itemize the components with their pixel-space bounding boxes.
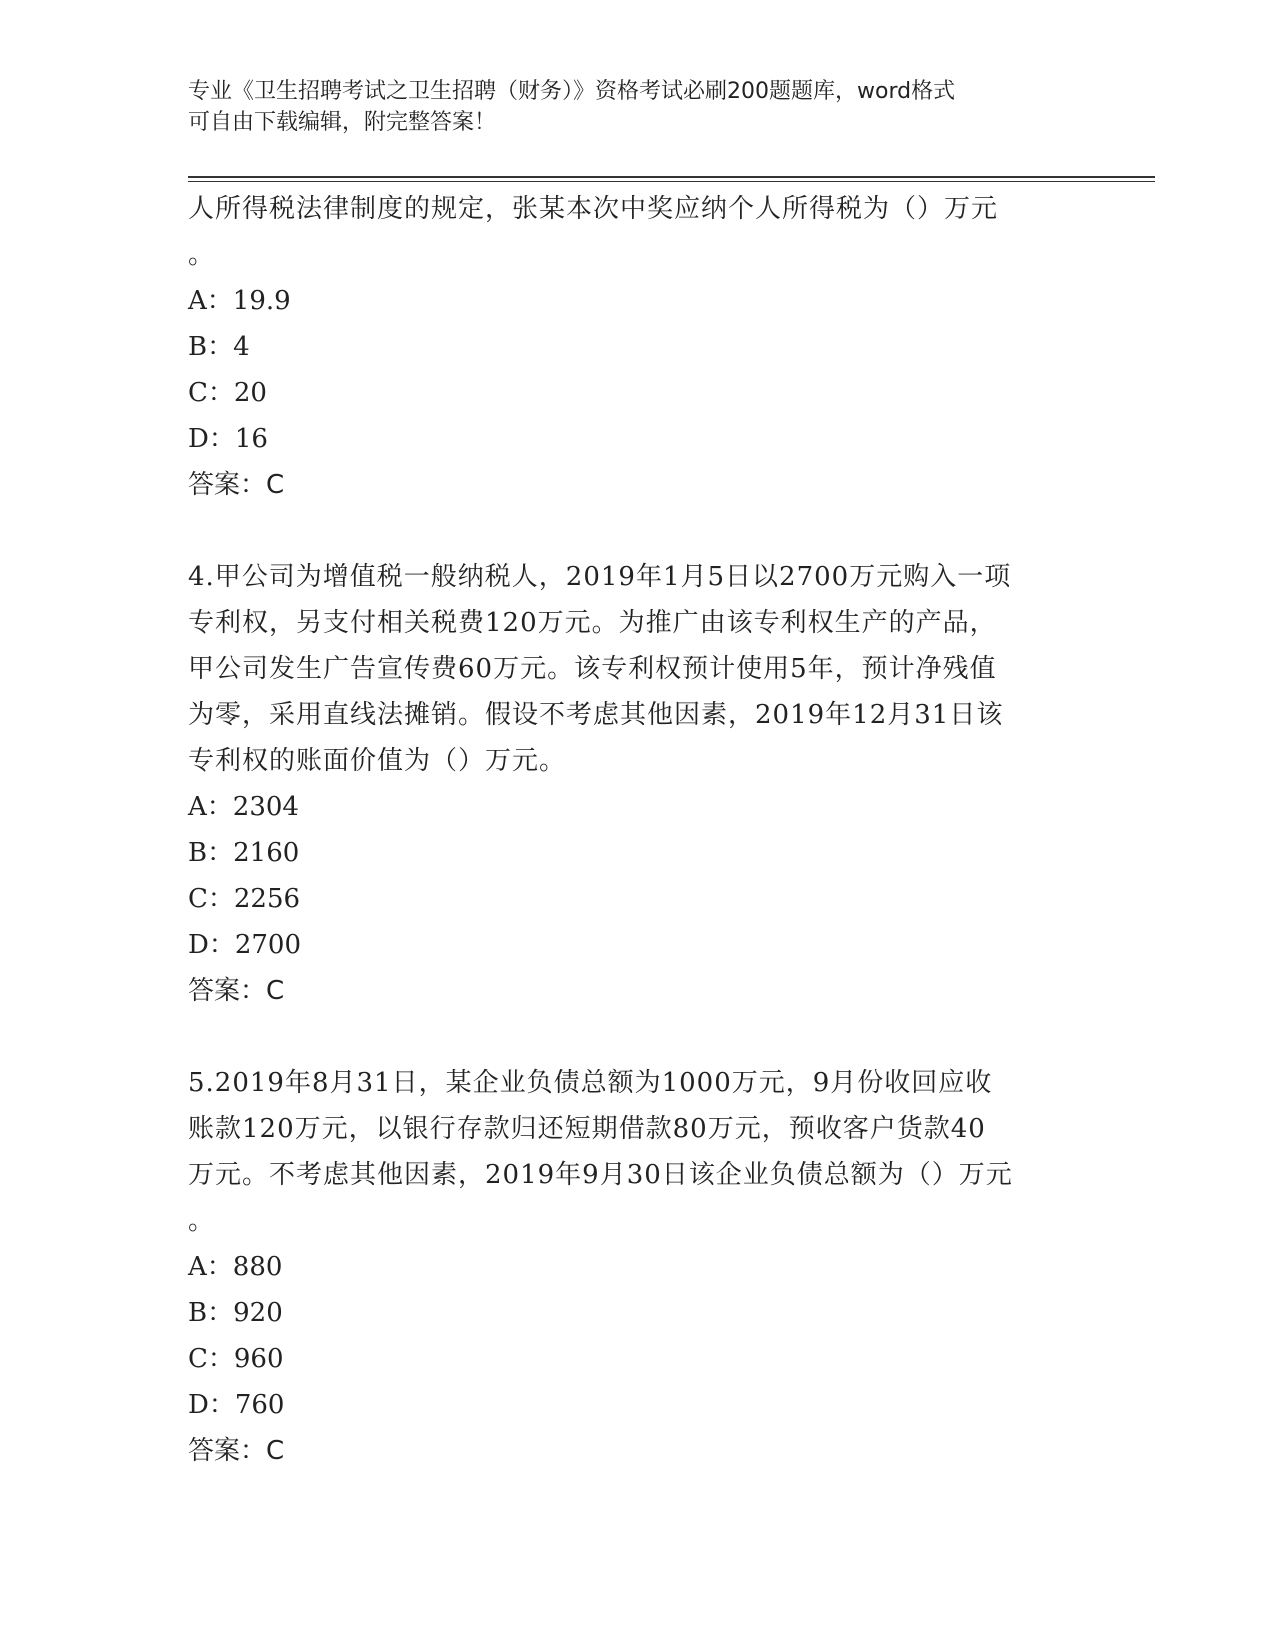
question-stem-line: 5.2019年8月31日，某企业负债总额为1000万元，9月份收回应收 bbox=[188, 1068, 993, 1098]
header-line-2: 可自由下载编辑，附完整答案！ bbox=[188, 110, 497, 135]
answer-line: 答案：C bbox=[188, 976, 285, 1006]
question-block-4 bbox=[188, 554, 1088, 1014]
option-d: D：760 bbox=[188, 1390, 285, 1420]
option-a: A：19.9 bbox=[188, 286, 291, 316]
option-a: A：880 bbox=[188, 1252, 283, 1282]
option-a: A：2304 bbox=[188, 792, 299, 822]
question-stem-line: 。 bbox=[188, 1206, 216, 1236]
option-c: C：20 bbox=[188, 378, 267, 408]
header-divider-thick bbox=[188, 176, 1155, 178]
question-stem-line: 账款120万元，以银行存款归还短期借款80万元，预收客户货款40 bbox=[188, 1114, 986, 1144]
question-stem-line: 人所得税法律制度的规定，张某本次中奖应纳个人所得税为（）万元 bbox=[188, 194, 999, 224]
question-stem-line: 为零，采用直线法摊销。假设不考虑其他因素，2019年12月31日该 bbox=[188, 700, 1004, 730]
header-divider-thin bbox=[188, 181, 1155, 182]
document-header bbox=[188, 76, 1068, 138]
question-stem-line: 专利权的账面价值为（）万元。 bbox=[188, 746, 567, 776]
answer-line: 答案：C bbox=[188, 470, 285, 500]
option-b: B：920 bbox=[188, 1298, 283, 1328]
question-list bbox=[188, 186, 1088, 1474]
question-block-5 bbox=[188, 1060, 1088, 1474]
option-b: B：4 bbox=[188, 332, 250, 362]
question-stem-line: 专利权，另支付相关税费120万元。为推广由该专利权生产的产品， bbox=[188, 608, 997, 638]
question-block-3 bbox=[188, 186, 1088, 508]
answer-line: 答案：C bbox=[188, 1436, 285, 1466]
question-stem-line: 万元。不考虑其他因素，2019年9月30日该企业负债总额为（）万元 bbox=[188, 1160, 1013, 1190]
option-c: C：2256 bbox=[188, 884, 301, 914]
option-b: B：2160 bbox=[188, 838, 300, 868]
spacer bbox=[188, 1014, 1088, 1060]
question-stem-line: 甲公司发生广告宣传费60万元。该专利权预计使用5年，预计净残值 bbox=[188, 654, 997, 684]
header-line-1: 专业《卫生招聘考试之卫生招聘（财务）》资格考试必刷200题题库，word格式 bbox=[188, 79, 956, 104]
spacer bbox=[188, 508, 1088, 554]
question-stem-line: 。 bbox=[188, 240, 216, 270]
option-d: D：16 bbox=[188, 424, 268, 454]
option-d: D：2700 bbox=[188, 930, 302, 960]
option-c: C：960 bbox=[188, 1344, 284, 1374]
question-stem-line: 4.甲公司为增值税一般纳税人，2019年1月5日以2700万元购入一项 bbox=[188, 562, 1012, 592]
